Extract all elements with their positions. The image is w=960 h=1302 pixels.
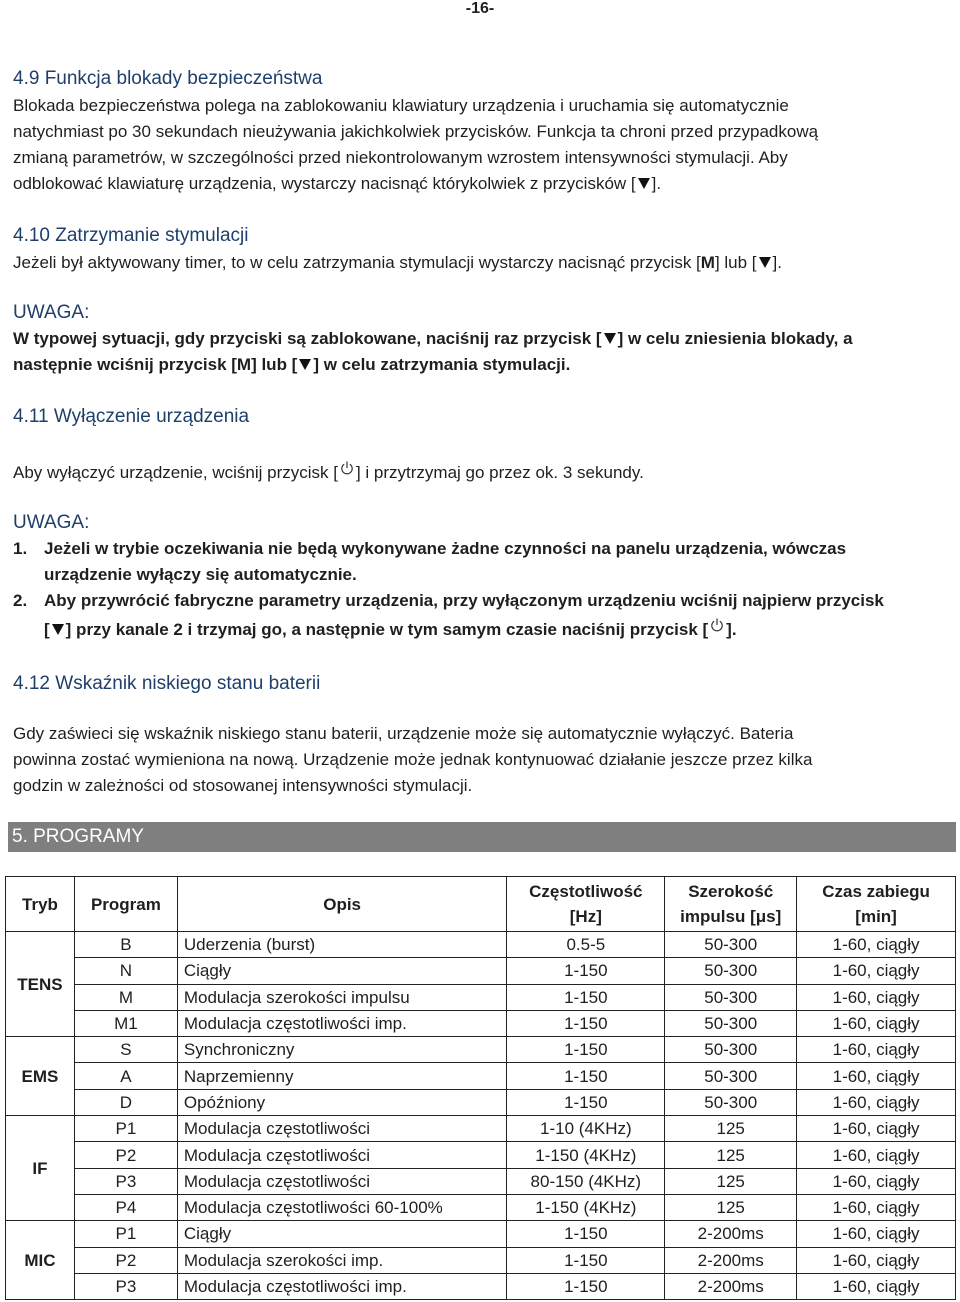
text-line: Jeżeli w trybie oczekiwania nie będą wykonywane żadne czynności na panelu urządzenia, wówczas	[44, 539, 847, 558]
pulse-width-cell: 125	[665, 1116, 797, 1142]
section-4-9-title: 4.9 Funkcja blokady bezpieczeństwa	[13, 68, 323, 89]
program-cell: P2	[74, 1247, 177, 1273]
mode-group-cell: IF	[6, 1116, 75, 1221]
treatment-time-cell: 1-60, ciągły	[797, 1063, 956, 1089]
header-line: Szerokość	[688, 882, 774, 901]
treatment-time-cell: 1-60, ciągły	[797, 1116, 956, 1142]
header-line: [min]	[855, 907, 897, 926]
text-line: zmianą parametrów, w szczególności przed niekontrolowanym wzrostem intensywności stymulacji. Aby	[13, 148, 788, 167]
program-cell: P3	[74, 1273, 177, 1299]
text-span: ] w celu zatrzymania stymulacji.	[313, 355, 571, 374]
pulse-width-cell: 50-300	[665, 984, 797, 1010]
col-header-pulse-width	[665, 877, 797, 932]
text-span: ] i przytrzymaj go przez ok. 3 sekundy.	[355, 463, 644, 482]
treatment-time-cell: 1-60, ciągły	[797, 958, 956, 984]
pulse-width-cell: 2-200ms	[665, 1247, 797, 1273]
text-span: Aby wyłączyć urządzenie, wciśnij przycisk [	[13, 463, 338, 482]
pulse-width-cell: 50-300	[665, 1089, 797, 1115]
mode-group-cell: TENS	[6, 932, 75, 1037]
program-cell: D	[74, 1089, 177, 1115]
pulse-width-cell: 50-300	[665, 958, 797, 984]
frequency-cell: 1-10 (4KHz)	[507, 1116, 665, 1142]
table-row	[6, 958, 956, 984]
list-item	[13, 536, 953, 588]
table-row	[6, 1010, 956, 1036]
list-number: 1.	[13, 539, 28, 558]
power-icon	[340, 460, 354, 476]
treatment-time-cell: 1-60, ciągły	[797, 1142, 956, 1168]
frequency-cell: 1-150	[507, 1010, 665, 1036]
text-span: ] przy kanale 2 i trzymaj go, a następnie w tym samym czasie naciśnij przycisk [	[65, 620, 709, 639]
frequency-cell: 80-150 (4KHz)	[507, 1168, 665, 1194]
pulse-width-cell: 125	[665, 1168, 797, 1194]
desc-cell: Modulacja częstotliwości	[177, 1116, 507, 1142]
program-cell: N	[74, 958, 177, 984]
mode-group-cell: MIC	[6, 1221, 75, 1300]
frequency-cell: 1-150 (4KHz)	[507, 1142, 665, 1168]
section-5-banner	[8, 822, 956, 852]
table-row	[6, 1273, 956, 1299]
program-cell: M1	[74, 1010, 177, 1036]
section-4-12-body	[13, 721, 953, 799]
pulse-width-cell: 2-200ms	[665, 1273, 797, 1299]
m-key-label: M	[700, 253, 715, 272]
header-line: Częstotliwość	[529, 882, 643, 901]
desc-cell: Modulacja szerokości imp.	[177, 1247, 507, 1273]
text-line: Blokada bezpieczeństwa polega na zablokowaniu klawiatury urządzenia i uruchamia się automatycznie	[13, 96, 789, 115]
program-cell: S	[74, 1037, 177, 1063]
program-cell: M	[74, 984, 177, 1010]
text-line	[13, 352, 953, 378]
program-cell: P2	[74, 1142, 177, 1168]
frequency-cell: 1-150	[507, 958, 665, 984]
list-item	[13, 588, 953, 643]
section-4-10-title: 4.10 Zatrzymanie stymulacji	[13, 225, 249, 246]
down-arrow-icon	[299, 359, 311, 370]
list-body	[13, 588, 953, 643]
text-span: ].	[772, 253, 782, 272]
section-4-12-title: 4.12 Wskaźnik niskiego stanu baterii	[13, 673, 321, 694]
desc-cell: Opóźniony	[177, 1089, 507, 1115]
table-header-row	[6, 877, 956, 932]
section-5-title: 5. PROGRAMY	[12, 826, 144, 847]
text-span: ] w celu zniesienia blokady, a	[617, 329, 853, 348]
desc-cell: Uderzenia (burst)	[177, 932, 507, 958]
pulse-width-cell: 125	[665, 1194, 797, 1220]
table-row	[6, 1037, 956, 1063]
program-cell: A	[74, 1063, 177, 1089]
col-header-desc: Opis	[177, 877, 507, 932]
treatment-time-cell: 1-60, ciągły	[797, 1247, 956, 1273]
desc-cell: Ciągły	[177, 1221, 507, 1247]
desc-cell: Modulacja częstotliwości 60-100%	[177, 1194, 507, 1220]
header-line: [Hz]	[569, 907, 602, 926]
program-cell: P4	[74, 1194, 177, 1220]
treatment-time-cell: 1-60, ciągły	[797, 1010, 956, 1036]
section-4-9-body	[13, 93, 953, 197]
col-header-mode: Tryb	[6, 877, 75, 932]
text-span: odblokować klawiaturę urządzenia, wystarczy nacisnąć którykolwiek z przycisków [	[13, 174, 636, 193]
frequency-cell: 1-150	[507, 984, 665, 1010]
section-4-10-body	[13, 250, 953, 276]
table-row	[6, 1063, 956, 1089]
text-span: [	[44, 620, 50, 639]
program-cell: P1	[74, 1221, 177, 1247]
text-line: natychmiast po 30 sekundach nieużywania jakichkolwiek przycisków. Funkcja ta chroni przed przypadkową	[13, 122, 819, 141]
text-span: ] lub [	[714, 253, 757, 272]
page-number: -16-	[465, 0, 495, 17]
table-row	[6, 984, 956, 1010]
text-line	[13, 171, 953, 197]
down-arrow-icon	[638, 178, 650, 189]
desc-cell: Modulacja częstotliwości	[177, 1168, 507, 1194]
desc-cell: Ciągły	[177, 958, 507, 984]
down-arrow-icon	[52, 624, 64, 635]
frequency-cell: 1-150	[507, 1089, 665, 1115]
text-line: Aby przywrócić fabryczne parametry urządzenia, przy wyłączonym urządzeniu wciśnij najpierw przycisk	[44, 591, 884, 610]
header-line: impulsu [μs]	[680, 907, 782, 926]
text-span: ].	[726, 620, 737, 639]
pulse-width-cell: 50-300	[665, 1037, 797, 1063]
table-row	[6, 1168, 956, 1194]
header-line: Czas zabiegu	[822, 882, 930, 901]
down-arrow-icon	[759, 257, 771, 268]
text-line: godzin w zależności od stosowanej intensywności stymulacji.	[13, 776, 473, 795]
power-icon	[710, 617, 724, 633]
desc-cell: Synchroniczny	[177, 1037, 507, 1063]
pulse-width-cell: 50-300	[665, 1010, 797, 1036]
table-row	[6, 1247, 956, 1273]
desc-cell: Modulacja częstotliwości imp.	[177, 1273, 507, 1299]
text-line	[13, 326, 953, 352]
treatment-time-cell: 1-60, ciągły	[797, 1089, 956, 1115]
section-4-11-body	[13, 460, 953, 486]
section-4-10-warning	[13, 326, 953, 378]
pulse-width-cell: 50-300	[665, 1063, 797, 1089]
frequency-cell: 1-150	[507, 1221, 665, 1247]
col-header-frequency	[507, 877, 665, 932]
treatment-time-cell: 1-60, ciągły	[797, 984, 956, 1010]
frequency-cell: 1-150	[507, 1037, 665, 1063]
frequency-cell: 0.5-5	[507, 932, 665, 958]
treatment-time-cell: 1-60, ciągły	[797, 1194, 956, 1220]
desc-cell: Naprzemienny	[177, 1063, 507, 1089]
programs-table	[5, 876, 956, 1300]
table-row	[6, 932, 956, 958]
desc-cell: Modulacja częstotliwości	[177, 1142, 507, 1168]
program-cell: B	[74, 932, 177, 958]
treatment-time-cell: 1-60, ciągły	[797, 1221, 956, 1247]
table-row	[6, 1089, 956, 1115]
warning-label: UWAGA:	[13, 302, 90, 323]
program-cell: P1	[74, 1116, 177, 1142]
col-header-treatment-time	[797, 877, 956, 932]
pulse-width-cell: 2-200ms	[665, 1221, 797, 1247]
desc-cell: Modulacja częstotliwości imp.	[177, 1010, 507, 1036]
frequency-cell: 1-150	[507, 1063, 665, 1089]
section-4-11-title: 4.11 Wyłączenie urządzenia	[13, 406, 250, 427]
frequency-cell: 1-150	[507, 1273, 665, 1299]
table-row	[6, 1221, 956, 1247]
table-row	[6, 1142, 956, 1168]
treatment-time-cell: 1-60, ciągły	[797, 1168, 956, 1194]
text-line: urządzenie wyłączy się automatycznie.	[44, 565, 357, 584]
list-body	[13, 536, 953, 588]
program-cell: P3	[74, 1168, 177, 1194]
frequency-cell: 1-150 (4KHz)	[507, 1194, 665, 1220]
text-line	[44, 617, 953, 643]
pulse-width-cell: 125	[665, 1142, 797, 1168]
text-line: Gdy zaświeci się wskaźnik niskiego stanu baterii, urządzenie może się automatycznie wyłączyć. Bateria	[13, 724, 794, 743]
list-number: 2.	[13, 591, 28, 610]
treatment-time-cell: 1-60, ciągły	[797, 1037, 956, 1063]
text-span: następnie wciśnij przycisk [M] lub [	[13, 355, 298, 374]
down-arrow-icon	[604, 333, 616, 344]
text-line: powinna zostać wymieniona na nową. Urządzenie może jednak kontynuować działanie jeszcze przez kilka	[13, 750, 813, 769]
table-row	[6, 1194, 956, 1220]
pulse-width-cell: 50-300	[665, 932, 797, 958]
table-row	[6, 1116, 956, 1142]
warning-label: UWAGA:	[13, 512, 90, 533]
treatment-time-cell: 1-60, ciągły	[797, 932, 956, 958]
text-span: W typowej sytuacji, gdy przyciski są zablokowane, naciśnij raz przycisk [	[13, 329, 602, 348]
mode-group-cell: EMS	[6, 1037, 75, 1116]
text-span: Jeżeli był aktywowany timer, to w celu zatrzymania stymulacji wystarczy nacisnąć przycisk [	[13, 253, 701, 272]
col-header-program: Program	[74, 877, 177, 932]
text-span: ].	[651, 174, 662, 193]
desc-cell: Modulacja szerokości impulsu	[177, 984, 507, 1010]
frequency-cell: 1-150	[507, 1247, 665, 1273]
treatment-time-cell: 1-60, ciągły	[797, 1273, 956, 1299]
